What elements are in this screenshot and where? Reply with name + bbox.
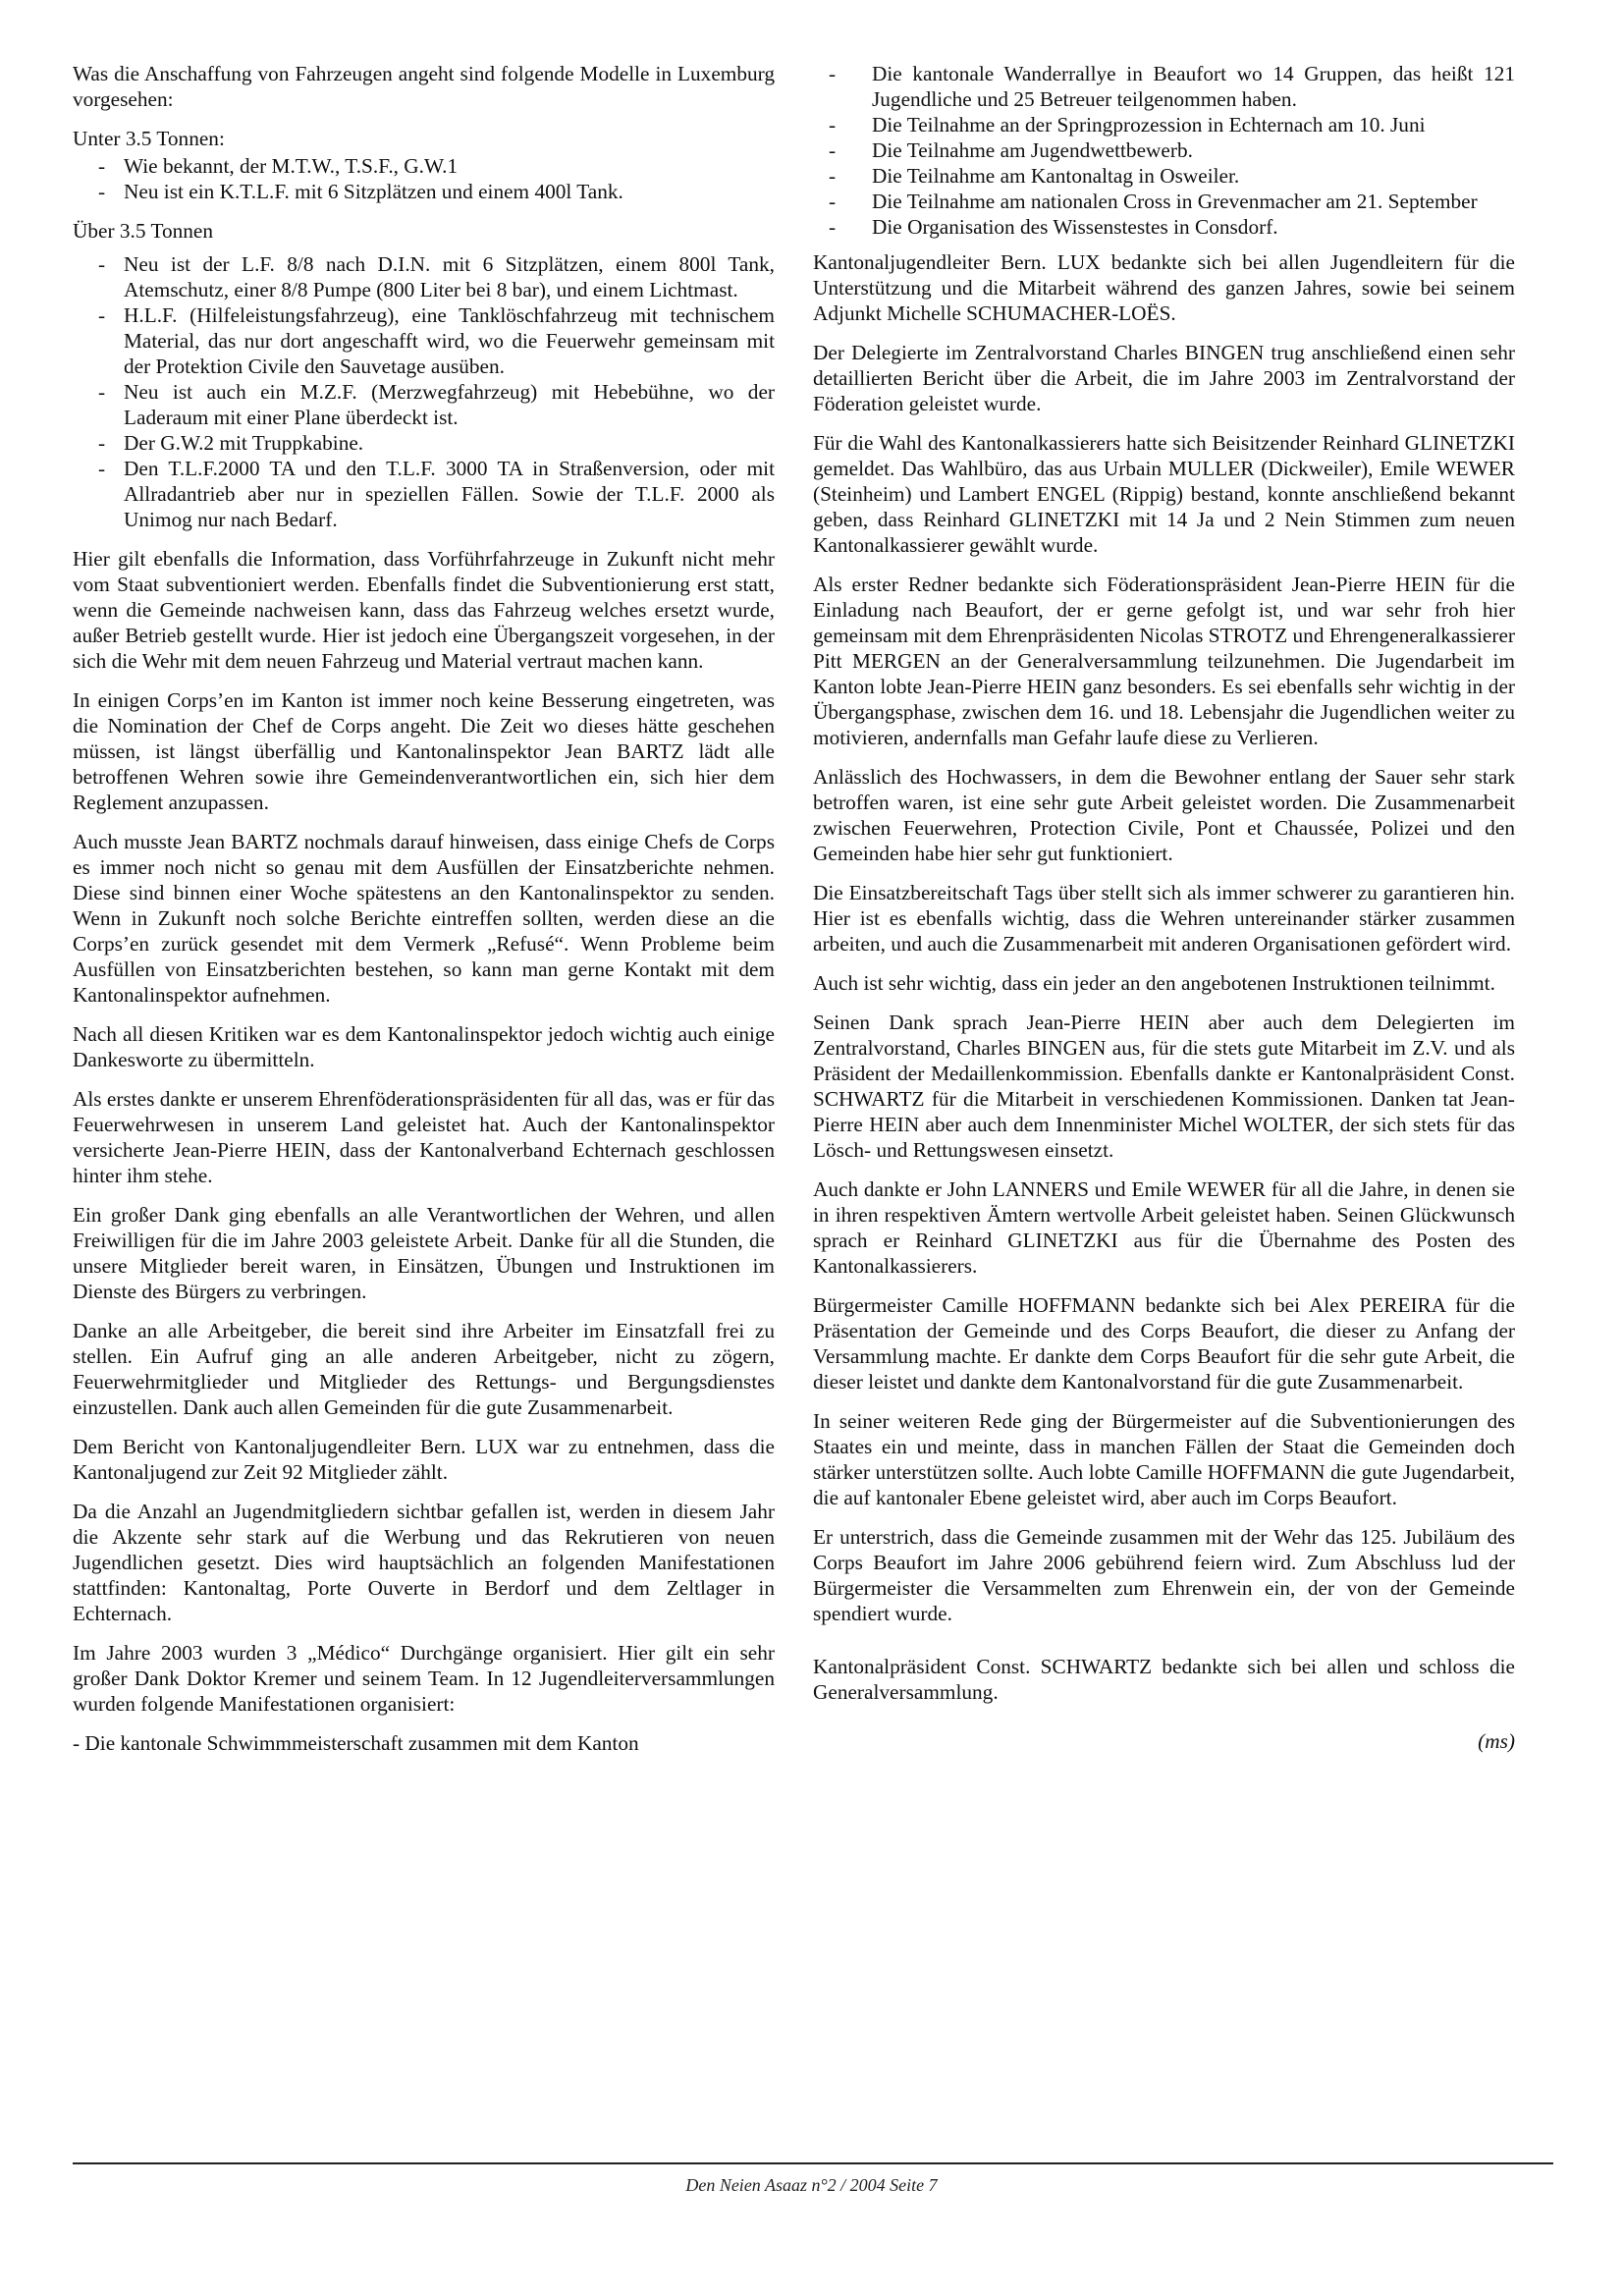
paragraph: Im Jahre 2003 wurden 3 „Médico“ Durchgänge organisiert. Hier gilt ein sehr großer Dank Doktor Kremer und seinem Team. In 12 Jugendleiterversammlungen wurden folgende Manifestationen organisiert: (73, 1641, 775, 1716)
paragraph: Seinen Dank sprach Jean-Pierre HEIN aber auch dem Delegierten im Zentralvorstand, Charles BINGEN aus, für die stets gute Mitarbeit im Z.V. und als Präsident der Medaillenkommission. Ebenfalls dankte er Kantonalpräsident Const. SCHWARTZ für die Mitarbeit in verschiedenen Kommissionen. Danken tat Jean-Pierre HEIN aber auch dem Innenminister Michel WOLTER, der sich stets für das Lösch- und Rettungswesen einsetzt. (813, 1011, 1515, 1162)
paragraph: Dem Bericht von Kantonaljugendleiter Bern. LUX war zu entnehmen, dass die Kantonaljugend zur Zeit 92 Mitglieder zählt. (73, 1435, 775, 1484)
list-item: - H.L.F. (Hilfeleistungsfahrzeug), eine Tanklöschfahrzeug mit technischem Material, das nur dort angeschafft wird, wo die Feuerwehr gemeinsam mit der Protektion Civile den Sauvetage ausüben. (73, 302, 775, 379)
paragraph: Die Einsatzbereitschaft Tags über stellt sich als immer schwerer zu garantieren hin. Hier ist es ebenfalls wichtig, dass die Wehren untereinander stärker zusammen arbeiten, und auch die Zusammenarbeit mit anderen Organisationen gefördert wird. (813, 881, 1515, 956)
paragraph: In seiner weiteren Rede ging der Bürgermeister auf die Subventionierungen des Staates ein und meinte, dass in manchen Fällen der Staat die Gemeinden doch stärker unterstützen sollte. Auch lobte Camille HOFFMANN die gute Jugendarbeit, die auf kantonaler Ebene geleistet wird, aber auch im Corps Beaufort. (813, 1409, 1515, 1509)
list-item: - Wie bekannt, der M.T.W., T.S.F., G.W.1 (73, 153, 775, 179)
paragraph: Der Delegierte im Zentralvorstand Charles BINGEN trug anschließend einen sehr detaillierten Bericht über die Arbeit, die im Jahre 2003 im Zentralvorstand der Föderation geleistet wurde. (813, 341, 1515, 415)
list-heading: Unter 3.5 Tonnen: (73, 127, 225, 150)
author-initials: (ms) (1478, 1729, 1515, 1753)
manifestations-list (813, 61, 1515, 240)
page-footer: Den Neien Asaaz n°2 / 2004 Seite 7 (685, 2175, 938, 2195)
list-item: - Den T.L.F.2000 TA und den T.L.F. 3000 TA in Straßenversion, oder mit Allradantrieb aber nur in speziellen Fällen. Sowie der T.L.F. 2000 als Unimog nur nach Bedarf. (73, 456, 775, 532)
paragraph: Da die Anzahl an Jugendmitgliedern sichtbar gefallen ist, werden in diesem Jahr die Akzente sehr stark auf die Werbung und das Rekrutieren von neuen Jugendlichen gesetzt. Dies wird hauptsächlich an folgenden Manifestationen stattfinden: Kantonaltag, Porte Ouverte in Berdorf und dem Zeltlager in Echternach. (73, 1500, 775, 1625)
paragraph: Als erster Redner bedankte sich Föderationspräsident Jean-Pierre HEIN für die Einladung nach Beaufort, der er gerne gefolgt ist, und war sehr froh hier gemeinsam mit dem Ehrenpräsidenten Nicolas STROTZ und Ehrengeneralkassierer Pitt MERGEN an der Generalversammlung teilzunehmen. Die Jugendarbeit im Kanton lobte Jean-Pierre HEIN ganz besonders. Es sei ebenfalls sehr wichtig in der Übergangsphase, zwischen dem 16. und 18. Lebensjahr die Jugendlichen weiter zu motivieren, andernfalls man Gefahr laufe diese zu Verlieren. (813, 573, 1515, 749)
paragraph: In einigen Corps’en im Kanton ist immer noch keine Besserung eingetreten, was die Nomination der Chef de Corps angeht. Die Zeit wo dieses hätte geschehen müssen, ist längst überfällig und Kantonalinspektor Jean BARTZ lädt alle betroffenen Wehren sowie ihre Gemeindenverantwortlichen ein, sich hier dem Reglement anzupassen. (73, 688, 775, 814)
paragraph: Er unterstrich, dass die Gemeinde zusammen mit der Wehr das 125. Jubiläum des Corps Beaufort im Jahre 2006 gebührend feiern wird. Zum Abschluss lud der Bürgermeister die Versammelten zum Ehrenwein ein, der von der Gemeinde spendiert wurde. (813, 1525, 1515, 1625)
paragraph: Auch musste Jean BARTZ nochmals darauf hinweisen, dass einige Chefs de Corps es immer noch nicht so genau mit dem Ausfüllen der Einsatzberichte nehmen. Diese sind binnen einer Woche spätestens an den Kantonalinspektor zu senden. Wenn in Zukunft noch solche Berichte eintreffen sollten, werden diese an die Corps’en zurück gesendet mit dem Vermerk „Refusé“. Wenn Probleme beim Ausfüllen von Einsatzberichten bestehen, so kann man gerne Kontakt mit dem Kantonalinspektor aufnehmen. (73, 830, 775, 1007)
paragraph: Bürgermeister Camille HOFFMANN bedankte sich bei Alex PEREIRA für die Präsentation der Gemeinde und des Corps Beaufort, die dieser zu Anfang der Versammlung machte. Er dankte dem Corps Beaufort für die sehr gute Arbeit, die dieser leistet und dankte dem Kantonalvorstand für die gute Zusammenarbeit. (813, 1293, 1515, 1394)
paragraph: Als erstes dankte er unserem Ehrenföderationspräsidenten für all das, was er für das Feuerwehrwesen in unserem Land geleistet hat. Auch der Kantonalinspektor versicherte Jean-Pierre HEIN, dass der Kantonalverband Echternach geschlossen hinter ihm stehe. (73, 1087, 775, 1187)
paragraph: Auch dankte er John LANNERS und Emile WEWER für all die Jahre, in denen sie in ihren respektiven Ämtern wertvolle Arbeit geleistet haben. Seinen Glückwunsch sprach er Reinhard GLINETZKI aus für die Übernahme des Posten des Kantonalkassierers. (813, 1177, 1515, 1278)
list-item: - Die Teilnahme am Jugendwettbewerb. (813, 137, 1515, 163)
footer-divider (73, 2162, 1553, 2164)
vehicle-list-under (73, 153, 775, 204)
left-column (73, 61, 775, 1770)
paragraph: Danke an alle Arbeitgeber, die bereit sind ihre Arbeiter im Einsatzfall frei zu stellen. Ein Aufruf ging an alle anderen Arbeitgeber, nicht zu zögern, Feuerwehrmitglieder und Mitglieder des Rettungs- und Bergungsdienstes einzustellen. Dank auch allen Gemeinden für die gute Zusammenarbeit. (73, 1319, 775, 1419)
list-item: - Neu ist auch ein M.Z.F. (Merzwegfahrzeug) mit Hebebühne, wo der Laderaum mit einer Plane überdeckt ist. (73, 379, 775, 430)
list-item: - Die kantonale Schwimmmeisterschaft zusammen mit dem Kanton (73, 1731, 639, 1755)
list-item: - Die kantonale Wanderrallye in Beaufort wo 14 Gruppen, das heißt 121 Jugendliche und 25 Betreuer teilgenommen haben. (813, 61, 1515, 112)
paragraph: Nach all diesen Kritiken war es dem Kantonalinspektor jedoch wichtig auch einige Dankesworte zu übermitteln. (73, 1022, 775, 1071)
list-item: - Neu ist ein K.T.L.F. mit 6 Sitzplätzen und einem 400l Tank. (73, 179, 775, 204)
list-item: - Neu ist der L.F. 8/8 nach D.I.N. mit 6 Sitzplätzen, einem 800l Tank, Atemschutz, einer 8/8 Pumpe (800 Liter bei 8 bar), und einem Lichtmast. (73, 251, 775, 302)
list-item: - Die Organisation des Wissenstestes in Consdorf. (813, 214, 1515, 240)
paragraph: Hier gilt ebenfalls die Information, dass Vorführfahrzeuge in Zukunft nicht mehr vom Staat subventioniert werden. Ebenfalls findet die Subventionierung erst statt, wenn die Gemeinde nachweisen kann, dass das Fahrzeug welches ersetzt wurde, außer Betrieb gestellt wurde. Hier ist jedoch eine Übergangszeit vorgesehen, in der sich die Wehr mit dem neuen Fahrzeug und Material vertraut machen kann. (73, 547, 775, 673)
paragraph: Auch ist sehr wichtig, dass ein jeder an den angebotenen Instruktionen teilnimmt. (813, 971, 1495, 995)
paragraph: Ein großer Dank ging ebenfalls an alle Verantwortlichen der Wehren, und allen Freiwilligen für die im Jahre 2003 geleistete Arbeit. Danke für all die Stunden, die unsere Mitglieder bereit waren, in Einsätzen, Übungen und Instruktionen im Dienste des Bürgers zu verbringen. (73, 1203, 775, 1303)
vehicle-list-over (73, 251, 775, 532)
paragraph: Anlässlich des Hochwassers, in dem die Bewohner entlang der Sauer sehr stark betroffen waren, ist eine sehr gute Arbeit geleistet worden. Die Zusammenarbeit zwischen Feuerwehren, Protection Civile, Pont et Chaussée, Polizei und den Gemeinden habe hier sehr gut funktioniert. (813, 765, 1515, 865)
list-item: - Die Teilnahme am nationalen Cross in Grevenmacher am 21. September (813, 189, 1515, 214)
list-item: - Die Teilnahme an der Springprozession in Echternach am 10. Juni (813, 112, 1515, 137)
list-item: - Der G.W.2 mit Truppkabine. (73, 430, 775, 456)
right-column (813, 61, 1515, 1754)
paragraph: Kantonalpräsident Const. SCHWARTZ bedankte sich bei allen und schloss die Generalversammlung. (813, 1655, 1515, 1704)
list-item: - Die Teilnahme am Kantonaltag in Osweiler. (813, 163, 1515, 189)
list-heading: Über 3.5 Tonnen (73, 219, 214, 243)
paragraph: Für die Wahl des Kantonalkassierers hatte sich Beisitzender Reinhard GLINETZKI gemeldet. Das Wahlbüro, das aus Urbain MULLER (Dickweiler), Emile WEWER (Steinheim) und Lambert ENGEL (Rippig) bestand, konnte anschließend bekannt geben, dass Reinhard GLINETZKI mit 14 Ja und 2 Nein Stimmen zum neuen Kantonalkassierer gewählt wurde. (813, 431, 1515, 557)
paragraph: Kantonaljugendleiter Bern. LUX bedankte sich bei allen Jugendleitern für die Unterstützung und die Mitarbeit während des ganzen Jahres, sowie bei seinem Adjunkt Michelle SCHUMACHER-LOËS. (813, 250, 1515, 325)
paragraph: Was die Anschaffung von Fahrzeugen angeht sind folgende Modelle in Luxemburg vorgesehen: (73, 62, 775, 111)
